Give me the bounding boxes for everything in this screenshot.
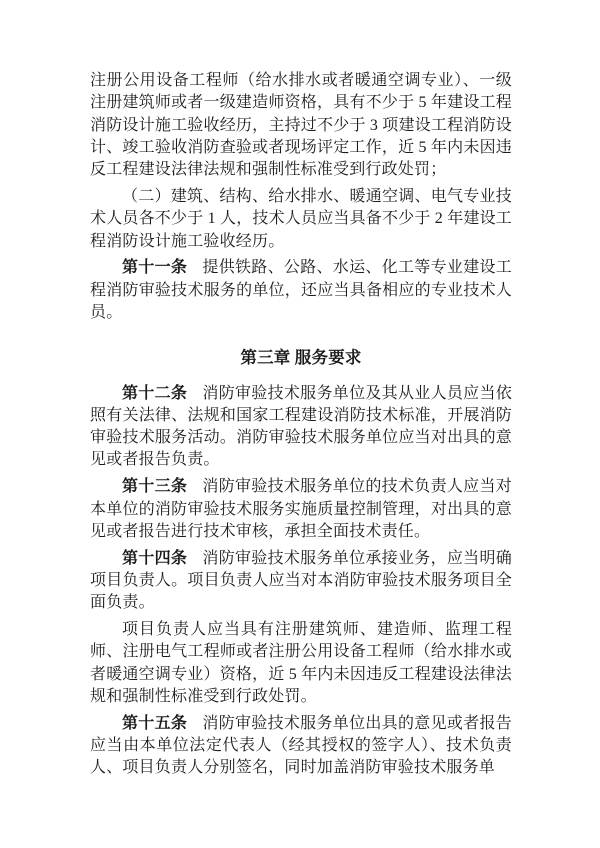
article-11-text: 提供铁路、公路、水运、化工等专业建设工程消防审验技术服务的单位，还应当具备相应的专业技术人员。 [90, 259, 512, 321]
article-15-text: 消防审验技术服务单位出具的意见或者报告应当由本单位法定代表人（经其授权的签字人）、技术负责人、项目负责人分别签名，同时加盖消防审验技术服务单 [90, 714, 512, 777]
paragraph-article-13 [90, 476, 512, 543]
paragraph-item-two: （二）建筑、结构、给水排水、暖通空调、电气专业技术人员各不少于 1 人，技术人员应当具备不少于 2 年建设工程消防设计施工验收经历。 [90, 187, 513, 250]
article-14-number: 第十四条 [122, 549, 188, 567]
article-12-number: 第十二条 [122, 384, 188, 402]
chapter-3-heading: 第三章 服务要求 [240, 348, 362, 368]
paragraph-article-12 [90, 383, 512, 472]
article-11-number: 第十一条 [122, 259, 188, 277]
paragraph-article-11 [90, 257, 512, 324]
paragraph-project-leader-qualification: 项目负责人应当具有注册建筑师、建造师、监理工程师、注册电气工程师或者注册公用设备工程师（给水排水或者暖通空调专业）资格，近 5 年内未因违反工程建设法律法规和强制性标准受到行政处罚。 [90, 621, 512, 705]
paragraph-article-15 [90, 713, 512, 780]
article-13-number: 第十三条 [122, 478, 188, 496]
paragraph-qualification-continuation: 注册公用设备工程师（给水排水或者暖通空调专业）、一级注册建筑师或者一级建造师资格，具有不少于 5 年建设工程消防设计施工验收经历，主持过不少于 3 项建设工程消防设计、竣工验收消防查验或者现场评定工作，近 5 年内未因违反工程建设法律法规和强制性标准受到行政处罚； [90, 72, 512, 179]
article-13-text: 消防审验技术服务单位的技术负责人应当对本单位的消防审验技术服务实施质量控制管理，对出具的意见或者报告进行技术审核，承担全面技术责任。 [90, 478, 512, 540]
article-15-number: 第十五条 [122, 714, 188, 732]
paragraph-article-14 [90, 548, 512, 615]
article-12-text: 消防审验技术服务单位及其从业人员应当依照有关法律、法规和国家工程建设消防技术标准，开展消防审验技术服务活动。消防审验技术服务单位应当对出具的意见或者报告负责。 [90, 384, 512, 469]
article-14-text: 消防审验技术服务单位承接业务，应当明确项目负责人。项目负责人应当对本消防审验技术服务项目全面负责。 [90, 549, 512, 612]
